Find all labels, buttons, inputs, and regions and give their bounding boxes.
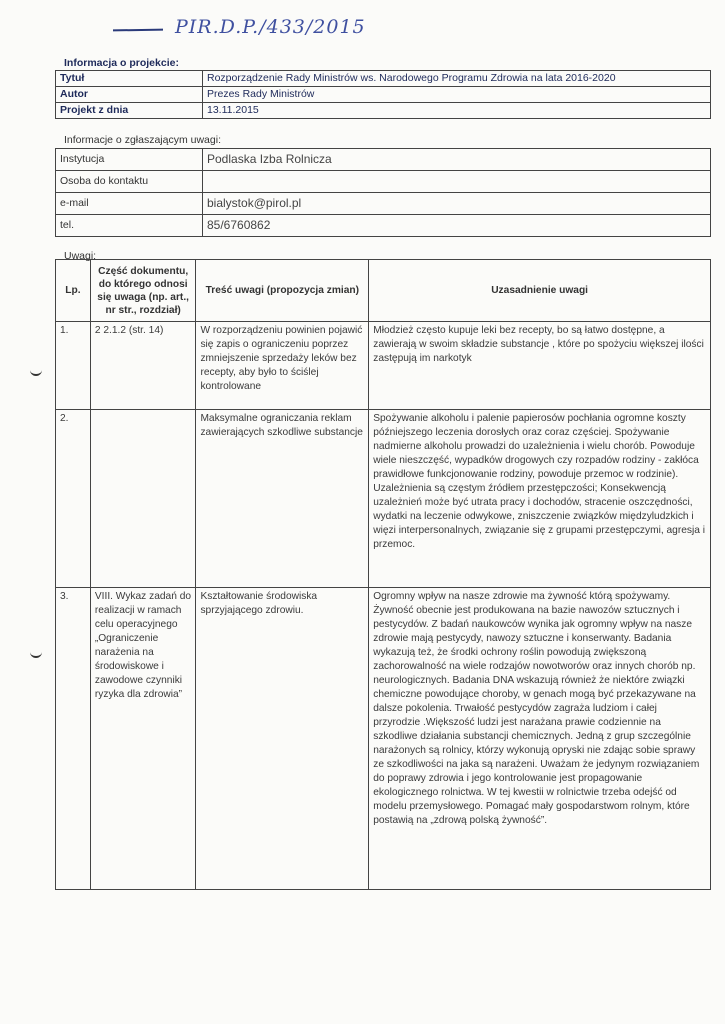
project-author-value: Prezes Rady Ministrów [203, 87, 711, 103]
email-value: bialystok@pirol.pl [203, 193, 711, 215]
table-row [56, 215, 711, 237]
email-label: e-mail [56, 193, 203, 215]
row-lp: 3. [56, 588, 91, 890]
row-part: VIII. Wykaz zadań do realizacji w ramach celu operacyjnego „Ograniczenie narażenia na środowiskowe i zawodowe czynniki ryzyka dla zdrowia” [90, 588, 196, 890]
row-justification: Młodzież często kupuje leki bez recepty, bo są łatwo dostępne, a zawierają w swoim składzie substancje , które po spożyciu większej ilości zastępują im narkotyk [369, 322, 711, 410]
contact-person-value [203, 171, 711, 193]
institution-label: Instytucja [56, 149, 203, 171]
row-content: W rozporządzeniu powinien pojawić się zapis o ograniczeniu poprzez zmniejszenie sprzedaży leków bez recepty, aby było to ściślej kontrolowane [196, 322, 369, 410]
row-content: Kształtowanie środowiska sprzyjającego zdrowiu. [196, 588, 369, 890]
row-content: Maksymalne ograniczania reklam zawierających szkodliwe substancje [196, 410, 369, 588]
header-lp: Lp. [56, 260, 91, 322]
table-row [56, 103, 711, 119]
punch-hole-mark [30, 648, 42, 658]
submitter-table [55, 148, 711, 237]
contact-person-label: Osoba do kontaktu [56, 171, 203, 193]
row-part [90, 410, 196, 588]
project-table [55, 70, 711, 119]
header-part: Część dokumentu, do którego odnosi się uwaga (np. art., nr str., rozdział) [90, 260, 196, 322]
table-row [56, 588, 711, 890]
comments-header-row [56, 260, 711, 322]
project-section-title: Informacja o projekcie: [64, 57, 179, 69]
row-lp: 2. [56, 410, 91, 588]
table-row [56, 71, 711, 87]
header-justification: Uzasadnienie uwagi [369, 260, 711, 322]
row-part: 2 2.1.2 (str. 14) [90, 322, 196, 410]
table-row [56, 410, 711, 588]
handwritten-reference [113, 12, 373, 46]
comments-section-title: Uwagi: [64, 250, 97, 262]
table-row [56, 87, 711, 103]
institution-value: Podlaska Izba Rolnicza [203, 149, 711, 171]
table-row [56, 322, 711, 410]
table-row [56, 149, 711, 171]
phone-label: tel. [56, 215, 203, 237]
project-title-value: Rozporządzenie Rady Ministrów ws. Narodowego Programu Zdrowia na lata 2016-2020 [203, 71, 711, 87]
header-content: Treść uwagi (propozycja zmian) [196, 260, 369, 322]
row-justification: Ogromny wpływ na nasze zdrowie ma żywność którą spożywamy. Żywność obecnie jest produkowana na bazie nawozów sztucznych i pestycydów. Z badań naukowców wynika jak ogromny wpływ na nasze zdrowie mają pestycydy, nawozy sztuczne i konserwanty. Badania wykazują też, że środki ochrony roślin powodują zwiększoną zachorowalność na wiele rodzajów nowotworów oraz innych chorób np. neurologicznych. Badania DNA wskazują również że niektóre związki chemiczne powodujące choroby, w genach mogą być przekazywane na dalsze pokolenia. Trwałość pestycydów zagraża ludziom i całej przyrodzie .Większość ludzi jest narażana prawie codziennie na szkodliwe działania substancji chemicznych. Jedną z grup szczególnie narażonych są rolnicy, którzy wykonują opryski nie zdając sobie sprawy ze szkodliwości na jaka są narażeni. Uważam że jedynym rozwiązaniem do poprawy zdrowia i jego kontrolowanie jest propagowanie ekologicznego rolnictwa. W tej kwestii w rolnictwie trzeba odejść od modelu przemysłowego. Pomagać mały gospodarstwom rolnym, które postawią na „zdrową polską żywność”. [369, 588, 711, 890]
project-date-label: Projekt z dnia [56, 103, 203, 119]
phone-value: 85/6760862 [203, 215, 711, 237]
submitter-section-title: Informacje o zgłaszającym uwagi: [64, 134, 221, 146]
handwritten-dash [113, 29, 163, 32]
table-row [56, 193, 711, 215]
row-lp: 1. [56, 322, 91, 410]
handwritten-reference-text: PIR.D.P./433/2015 [175, 16, 366, 38]
table-row [56, 171, 711, 193]
row-justification: Spożywanie alkoholu i palenie papierosów pochłania ogromne koszty późniejszego leczenia dorosłych oraz coraz częściej. Spożywanie nadmierne alkoholu prowadzi do uzależnienia i wielu chorób. Powoduje wiele nieszczęść, wypadków drogowych czy rozpadów rodziny - zakłóca prawidłowe funkcjonowanie rodziny, powoduje przemoc w rodzinie). Uzależnienia są częstym źródłem przestępczości; Konsekwencją uzależnień może być utrata pracy i dochodów, stracenie oszczędności, wydatki na leczenie odwykowe, zniszczenie związków międzyludzkich i więzi interpersonalnych, związanie się z grupami przestępczymi, agresja i przemoc. [369, 410, 711, 588]
project-date-value: 13.11.2015 [203, 103, 711, 119]
project-author-label: Autor [56, 87, 203, 103]
project-title-label: Tytuł [56, 71, 203, 87]
comments-table [55, 259, 711, 890]
punch-hole-mark [30, 366, 42, 376]
